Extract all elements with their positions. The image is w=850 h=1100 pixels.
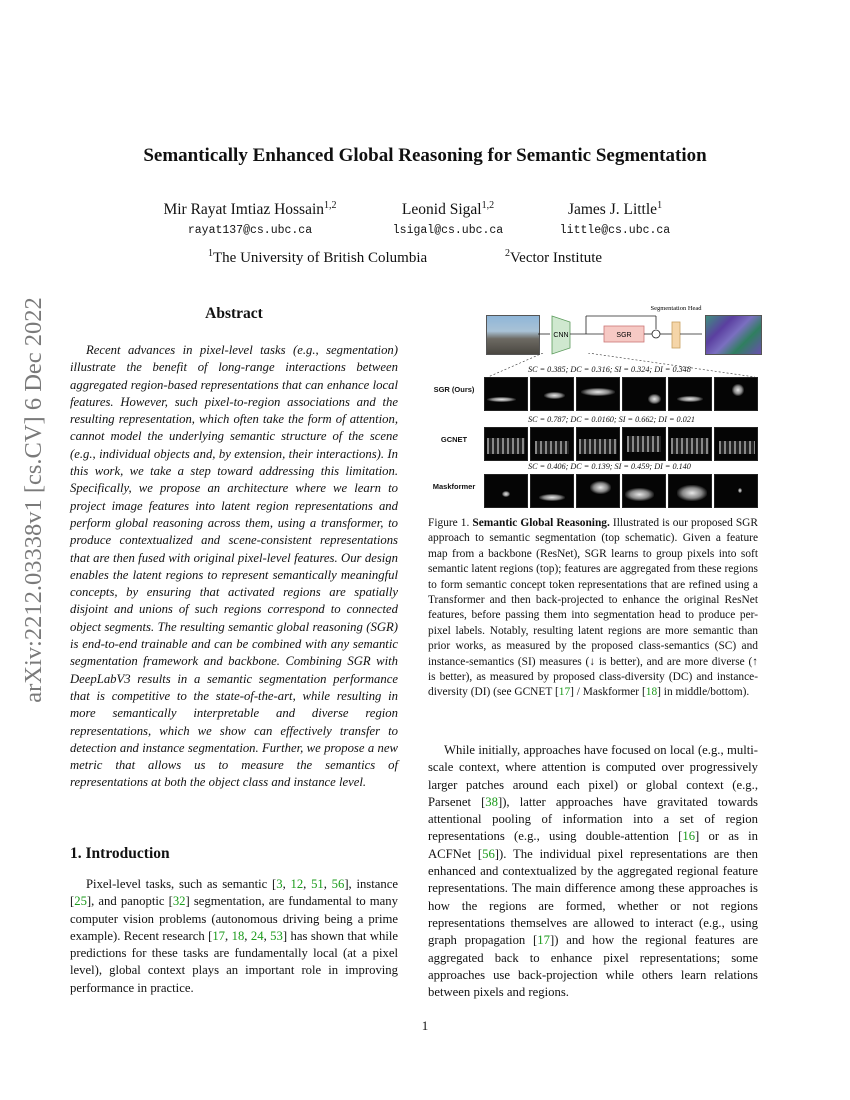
activation-region xyxy=(487,397,516,402)
attention-map-tile xyxy=(530,377,574,411)
intro-body xyxy=(70,876,398,997)
figure-row-metrics: SC = 0.385; DC = 0.316; SI = 0.324; DI = 0.348 xyxy=(528,365,691,374)
activation-region xyxy=(544,392,565,398)
citation-link[interactable]: 56 xyxy=(482,846,495,861)
text-segment: ] segmentation, are fundamental to many computer vision problems (autonomous driving being a prime example). Recent research [ xyxy=(70,894,398,943)
citation-link[interactable]: 51 xyxy=(311,877,324,891)
author-name: James J. Little xyxy=(567,201,658,219)
author-1-email[interactable]: rayat137@cs.ubc.ca xyxy=(187,224,313,237)
segmentation-head-block xyxy=(672,322,680,348)
attention-map-tile xyxy=(714,427,758,461)
citation-link[interactable]: 18 xyxy=(645,686,658,699)
author-1 xyxy=(140,200,360,219)
affiliation-name: The University of British Columbia xyxy=(213,250,428,266)
citation-link[interactable]: 3 xyxy=(276,877,283,891)
affiliation-name: Vector Institute xyxy=(510,250,603,266)
figure-row-label: Maskformer xyxy=(432,482,476,491)
text-segment: ] has shown that while predictions for these tasks are fundamentally local (at a pixel level), global context plays an important role in improving performance in practice. xyxy=(70,928,399,995)
activation-region xyxy=(719,441,755,454)
activation-region xyxy=(648,394,661,404)
figure-row-label: GCNET xyxy=(440,435,468,444)
attention-map-tile xyxy=(668,474,712,508)
attention-map-tile xyxy=(576,377,620,411)
attention-map-tile xyxy=(484,377,528,411)
activation-region xyxy=(590,481,611,494)
text-segment: Illustrated is our proposed SGR approach to semantic segmentation (top schematic). Given a feature map from a backbone (ResNet), SGR learns to group pixels into soft semantic latent regions (top); features are aggregated from these regions to form semantic concept token representations that are refined using a Transformer and then back-projected to enhance the original ResNet features, before passing them into segmentation head to produce per-pixel labels. Notably, resulting latent regions are more semantic than prior works, as measured by the proposed class-semantics (SC) and instance-semantics (SI) measures (↓ is better), and are more diverse (↑ is better), as measured by proposed class-diversity (DC) and instance-diversity (DI) (see GCNET [ xyxy=(428,517,758,699)
activation-region xyxy=(677,485,706,501)
activation-region xyxy=(738,488,742,493)
segmentation-head-label: Segmentation Head xyxy=(650,305,702,312)
author-sup: 1,2 xyxy=(324,200,337,211)
caption-title: Semantic Global Reasoning. xyxy=(472,517,610,529)
text-segment: , xyxy=(303,877,312,891)
author-3-email[interactable]: little@cs.ubc.ca xyxy=(559,224,671,237)
text-segment: ] or as in ACFNet [ xyxy=(428,829,759,861)
affiliation-sup: 1 xyxy=(208,248,213,259)
intro-heading: 1. Introduction xyxy=(70,845,170,862)
text-segment: , xyxy=(323,877,332,891)
figure-1 xyxy=(428,298,760,510)
citation-link[interactable]: 56 xyxy=(331,877,345,891)
activation-region xyxy=(677,396,702,402)
author-name: Mir Rayat Imtiaz Hossain xyxy=(163,201,325,219)
attention-map-tile xyxy=(622,377,666,411)
text-segment: , xyxy=(225,928,232,943)
intro-continued xyxy=(428,742,758,1001)
arxiv-stamp xyxy=(10,297,58,703)
affiliation-sup: 2 xyxy=(505,248,510,259)
activation-region xyxy=(579,439,617,453)
cnn-label: CNN xyxy=(553,332,569,339)
figure-row-metrics: SC = 0.406; DC = 0.139; SI = 0.459; DI = 0.140 xyxy=(528,462,691,471)
activation-region xyxy=(732,384,745,395)
activation-region xyxy=(535,441,569,454)
caption-label: Figure 1. xyxy=(428,517,470,529)
text-segment: Pixel-level tasks, such as semantic [ xyxy=(86,877,277,891)
citation-link[interactable]: 38 xyxy=(485,794,498,809)
activation-region xyxy=(502,491,510,497)
attention-map-tile xyxy=(576,474,620,508)
attention-map-tile xyxy=(484,474,528,508)
abstract-body: Recent advances in pixel-level tasks (e.g., segmentation) illustrate the benefit of long-range interactions between aggregated region-based representations that can enhance local features. However, such pixel-to-region associations and the resulting representation, which often take the form of attention, cannot model the underlying semantic structure of the scene (e.g., individual objects and, by extension, their interactions). In this work, we take a step toward addressing this limitation. Specifically, we propose an architecture where we learn to project image features into latent region representations and perform global reasoning across them, using a transformer, to produce contextualized and scene-consistent representations that are then fused with original pixel-level features. Our design enables the latent regions to represent semantically meaningful concepts, by ensuring that activated regions are spatially disjoint and unions of such regions correspond to connected object segments. The resulting semantic global reasoning (SGR) is end-to-end trainable and can be combined with any semantic segmentation framework and backbone. Combining SGR with DeepLabV3 results in a semantic segmentation performance that is competitive to the state-of-the-art, while resulting in more semantically interpretable and diverse region representations, which we show can effectively transfer to detection and instance segmentation. Further, we propose a new metric that allows us to measure the semantics of representations at both the object class and instance level. xyxy=(70,343,398,790)
attention-map-tile xyxy=(576,427,620,461)
text-segment: , xyxy=(263,928,271,943)
activation-region xyxy=(581,388,615,396)
attention-map-tile xyxy=(484,427,528,461)
attention-map-tile xyxy=(714,474,758,508)
citation-link[interactable]: 25 xyxy=(74,894,87,909)
attention-map-tile xyxy=(668,377,712,411)
author-name: Leonid Sigal xyxy=(401,201,482,219)
author-2-email[interactable]: lsigal@cs.ubc.ca xyxy=(392,224,504,237)
text-segment: While initially, approaches have focused on local (e.g., multi-scale context, where attention is computed over progressively larger patches around each pixel) or global context (e.g., Parsenet [ xyxy=(428,743,758,809)
activation-region xyxy=(625,488,654,501)
sgr-label: SGR xyxy=(616,332,632,339)
author-sup: 1,2 xyxy=(481,200,495,211)
figure-caption xyxy=(428,516,758,701)
text-segment: , xyxy=(282,877,291,891)
activation-region xyxy=(671,438,709,454)
paper-title: Semantically Enhanced Global Reasoning for Semantic Segmentation xyxy=(143,145,707,166)
page-number: 1 xyxy=(421,1018,429,1033)
caption-text xyxy=(428,517,758,698)
citation-link[interactable]: 17 xyxy=(212,928,226,943)
attention-map-tile xyxy=(530,427,574,461)
attention-map-tile xyxy=(530,474,574,508)
arxiv-id: arXiv:2212.03338v1 [cs.CV] 6 Dec 2022 xyxy=(20,297,47,703)
citation-link[interactable]: 17 xyxy=(537,933,550,948)
text-segment: ] in middle/bottom). xyxy=(657,686,750,699)
text-segment: ], and panoptic [ xyxy=(86,894,173,909)
text-segment: ]). The individual pixel representations are then enhanced and contextualized by the aggregated regional feature representations. The main difference among these approaches is how the regions are formed, whether or not regions representations themselves are allowed to interact (e.g., using graph propagation [ xyxy=(428,846,758,948)
activation-region xyxy=(539,494,564,500)
text-segment: ]), latter approaches have gravitated towards attentional pooling of information into a set of region representations (e.g., using double-attention [ xyxy=(428,794,758,844)
citation-link[interactable]: 24 xyxy=(250,928,264,943)
author-3 xyxy=(535,200,695,219)
attention-map-tile xyxy=(668,427,712,461)
abstract-heading: Abstract xyxy=(205,305,263,322)
attention-map-tile xyxy=(714,377,758,411)
author-sup: 1 xyxy=(657,200,663,211)
author-2 xyxy=(368,200,528,219)
text-segment: ]) and how the regional features are aggregated back to enhance pixel representations; some approaches use back-projection while others learn relations between pixels and regions. xyxy=(428,933,758,1000)
text-segment: ] / Maskformer [ xyxy=(570,686,646,699)
citation-link[interactable]: 32 xyxy=(172,894,186,909)
citation-link[interactable]: 53 xyxy=(270,928,283,943)
citation-link[interactable]: 12 xyxy=(290,877,304,891)
citation-link[interactable]: 18 xyxy=(231,928,245,943)
figure-row-metrics: SC = 0.787; DC = 0.0160; SI = 0.662; DI = 0.021 xyxy=(528,415,695,424)
activation-region xyxy=(487,438,525,454)
text-segment: ], instance [ xyxy=(70,877,399,909)
text-segment: , xyxy=(244,928,251,943)
attention-map-tile xyxy=(622,427,666,461)
citation-link[interactable]: 16 xyxy=(682,829,696,844)
attention-map-tile xyxy=(622,474,666,508)
figure-row-label: SGR (Ours) xyxy=(433,385,475,394)
citation-link[interactable]: 17 xyxy=(558,686,571,699)
sum-node xyxy=(652,330,660,338)
activation-region xyxy=(627,436,661,452)
affiliation-2 xyxy=(505,248,602,267)
affiliation-1 xyxy=(208,248,427,267)
input-image xyxy=(486,315,540,355)
output-segmentation xyxy=(705,315,762,355)
